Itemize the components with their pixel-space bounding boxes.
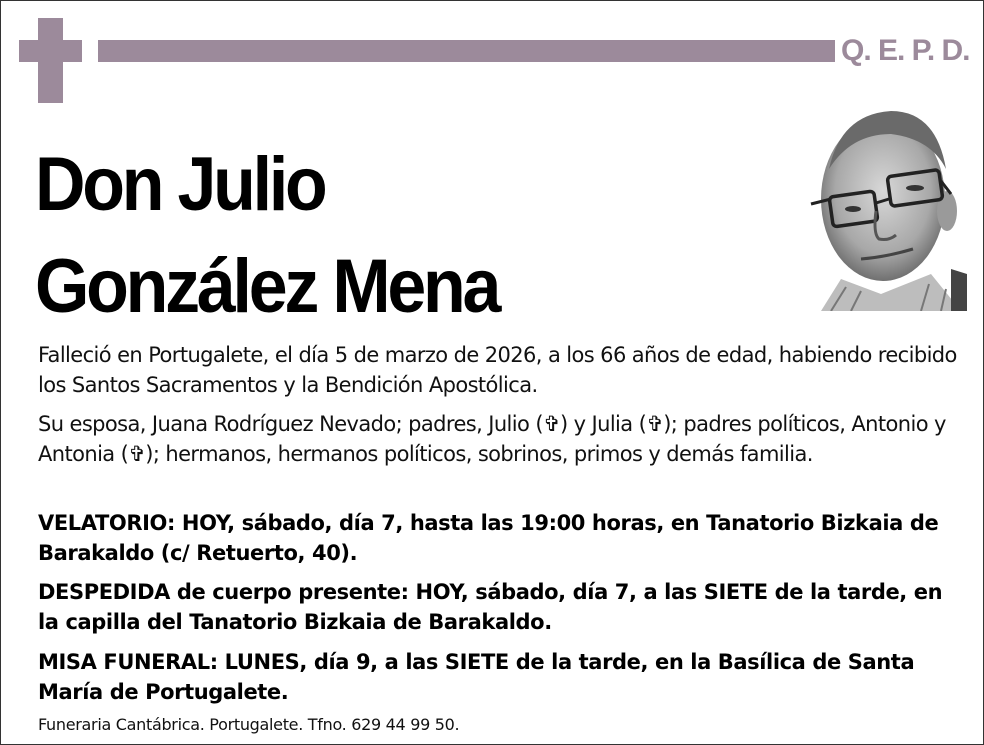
farewell-info: DESPEDIDA de cuerpo presente: HOY, sábado, día 7, a las SIETE de la tarde, en la capilla del Tanatorio Bizkaia de Barakaldo. xyxy=(38,580,943,634)
funeral-home-contact: Funeraria Cantábrica. Portugalete. Tfno. 629 44 99 50. xyxy=(38,715,460,734)
qepd-badge: Q. E. P. D. xyxy=(841,34,970,67)
deceased-name-line2: González Mena xyxy=(35,244,499,329)
cross-icon-horizontal xyxy=(19,40,82,62)
funeral-mass-info: MISA FUNERAL: LUNES, día 9, a las SIETE de la tarde, en la Basílica de Santa María de Portugalete. xyxy=(38,650,915,704)
deceased-name xyxy=(35,134,498,338)
deceased-photo xyxy=(801,99,967,311)
header-rule xyxy=(98,40,835,62)
portrait-icon xyxy=(801,99,967,311)
wake-info: VELATORIO: HOY, sábado, día 7, hasta las 19:00 horas, en Tanatorio Bizkaia de Barakaldo (c/ Retuerto, 40). xyxy=(38,511,939,565)
family-list: Su esposa, Juana Rodríguez Nevado; padres, Julio (✞) y Julia (✞); padres políticos, Antonio y Antonia (✞); hermanos, hermanos políticos, sobrinos, primos y demás familia. xyxy=(38,412,946,466)
deceased-name-line1: Don Julio xyxy=(35,142,325,227)
death-notice: Falleció en Portugalete, el día 5 de marzo de 2026, a los 66 años de edad, habiendo recibido los Santos Sacramentos y la Bendición Apostólica. xyxy=(38,343,957,397)
